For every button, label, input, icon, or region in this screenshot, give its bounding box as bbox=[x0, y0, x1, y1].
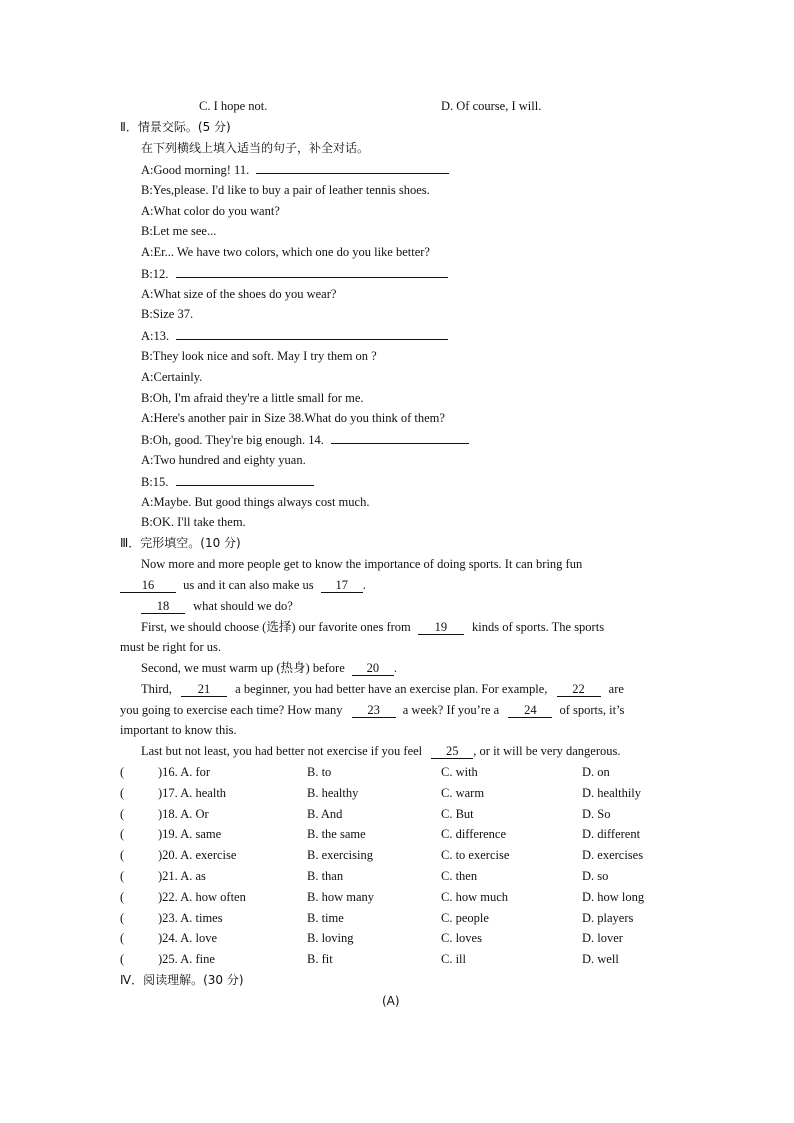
option-c[interactable]: C. how much bbox=[441, 889, 509, 904]
option-c[interactable]: C. to exercise bbox=[441, 848, 510, 863]
dialogue-line-1 bbox=[141, 161, 449, 178]
answer-bracket-open[interactable]: ( bbox=[120, 848, 125, 863]
option-c[interactable]: C. people bbox=[441, 910, 489, 925]
passage-text: First, we should choose (选择) our favorite ones from bbox=[141, 620, 411, 634]
passage-line-1: Now more and more people get to know the importance of doing sports. It can bring fun bbox=[141, 557, 583, 571]
section-4-heading: Ⅳ．阅读理解。(30 分) bbox=[120, 973, 244, 987]
passage-line-10 bbox=[141, 743, 620, 759]
question-row bbox=[120, 806, 680, 822]
option-b[interactable]: B. than bbox=[307, 869, 344, 883]
question-number-option-a[interactable]: )20. A. exercise bbox=[158, 848, 237, 863]
section-2-heading: Ⅱ．情景交际。(5 分) bbox=[120, 120, 231, 134]
cloze-blank-17[interactable]: 17 bbox=[321, 578, 363, 593]
passage-text: are bbox=[608, 682, 624, 696]
option-b[interactable]: B. loving bbox=[307, 931, 354, 946]
option-b[interactable]: B. how many bbox=[307, 889, 375, 904]
option-b[interactable]: B. the same bbox=[307, 827, 366, 842]
answer-bracket-open[interactable]: ( bbox=[120, 806, 125, 821]
dialogue-line-10: B:They look nice and soft. May I try them on ? bbox=[141, 349, 377, 363]
passage-text: of sports, it’s bbox=[559, 703, 625, 717]
dialogue-line-13: A:Here's another pair in Size 38.What do you think of them? bbox=[141, 411, 445, 425]
option-d[interactable]: D. lover bbox=[582, 931, 623, 946]
option-b[interactable]: B. fit bbox=[307, 952, 333, 967]
option-c[interactable]: C. But bbox=[441, 806, 474, 821]
question-row bbox=[120, 951, 680, 967]
passage-line-8 bbox=[120, 702, 624, 718]
dialogue-line-8: B:Size 37. bbox=[141, 307, 194, 321]
answer-bracket-open[interactable]: ( bbox=[120, 827, 125, 842]
dialogue-line-11: A:Certainly. bbox=[141, 370, 203, 384]
passage-line-3 bbox=[141, 598, 293, 614]
cloze-blank-19[interactable]: 19 bbox=[418, 620, 464, 635]
cloze-blank-16[interactable]: 16 bbox=[120, 578, 176, 593]
dialogue-line-17: A:Maybe. But good things always cost much. bbox=[141, 495, 370, 509]
cloze-blank-25[interactable]: 25 bbox=[431, 744, 473, 759]
answer-bracket-open[interactable]: ( bbox=[120, 785, 125, 800]
passage-text: Last but not least, you had better not exercise if you feel bbox=[141, 744, 423, 758]
answer-blank-12[interactable] bbox=[176, 265, 448, 278]
passage-text: . bbox=[362, 578, 366, 592]
answer-bracket-open[interactable]: ( bbox=[120, 931, 125, 946]
dialogue-line-6 bbox=[141, 265, 448, 282]
passage-text: you going to exercise each time? How many bbox=[120, 703, 343, 717]
dialogue-line-5: A:Er... We have two colors, which one do you like better? bbox=[141, 245, 430, 259]
option-d[interactable]: D. exercises bbox=[582, 848, 644, 863]
cloze-blank-22[interactable]: 22 bbox=[557, 682, 601, 697]
option-d[interactable]: D. well bbox=[582, 952, 619, 967]
passage-line-5: must be right for us. bbox=[120, 640, 222, 654]
passage-line-6 bbox=[141, 660, 397, 676]
option-d-prev: D. Of course, I will. bbox=[441, 99, 542, 113]
passage-text: a week? If you’re a bbox=[402, 703, 500, 717]
answer-blank-15[interactable] bbox=[176, 473, 314, 486]
dialogue-line-12: B:Oh, I'm afraid they're a little small for me. bbox=[141, 391, 364, 405]
option-d[interactable]: D. how long bbox=[582, 889, 645, 904]
answer-bracket-open[interactable]: ( bbox=[120, 952, 125, 967]
section-3-heading: Ⅲ．完形填空。(10 分) bbox=[120, 536, 241, 550]
passage-line-2 bbox=[120, 577, 366, 593]
question-row bbox=[120, 930, 680, 946]
option-c[interactable]: C. ill bbox=[441, 952, 467, 967]
question-number-option-a[interactable]: )24. A. love bbox=[158, 931, 218, 946]
dialogue-line-18: B:OK. I'll take them. bbox=[141, 515, 246, 529]
passage-text: . bbox=[393, 661, 398, 675]
option-c-prev: C. I hope not. bbox=[199, 99, 268, 113]
cloze-blank-24[interactable]: 24 bbox=[508, 703, 552, 718]
option-b[interactable]: B. to bbox=[307, 765, 332, 779]
option-c[interactable]: C. loves bbox=[441, 931, 482, 946]
question-number-option-a[interactable]: )21. A. as bbox=[158, 869, 206, 883]
option-d[interactable]: D. so bbox=[582, 869, 609, 883]
question-number-option-a[interactable]: )25. A. fine bbox=[158, 952, 215, 967]
dialogue-line-9 bbox=[141, 327, 448, 344]
passage-text: a beginner, you had better have an exercise plan. For example, bbox=[235, 682, 548, 696]
question-number-option-a[interactable]: )18. A. Or bbox=[158, 806, 209, 821]
question-row bbox=[120, 785, 680, 801]
passage-line-9: important to know this. bbox=[120, 723, 237, 737]
option-b[interactable]: B. time bbox=[307, 910, 344, 925]
passage-text: , or it will be very dangerous. bbox=[473, 744, 621, 758]
answer-bracket-open[interactable]: ( bbox=[120, 765, 125, 779]
question-number-option-a[interactable]: )23. A. times bbox=[158, 910, 223, 925]
option-b[interactable]: B. exercising bbox=[307, 848, 373, 863]
passage-text: what should we do? bbox=[193, 599, 293, 613]
answer-blank-14[interactable] bbox=[331, 431, 469, 444]
option-c[interactable]: C. then bbox=[441, 869, 478, 883]
question-row bbox=[120, 889, 680, 905]
question-number-option-a[interactable]: )19. A. same bbox=[158, 827, 222, 842]
option-c[interactable]: C. warm bbox=[441, 785, 485, 800]
answer-bracket-open[interactable]: ( bbox=[120, 889, 125, 904]
question-number-option-a[interactable]: )22. A. how often bbox=[158, 889, 246, 904]
dialogue-line-2: B:Yes,please. I'd like to buy a pair of leather tennis shoes. bbox=[141, 183, 430, 197]
answer-bracket-open[interactable]: ( bbox=[120, 910, 125, 925]
dialogue-line-4: B:Let me see... bbox=[141, 224, 217, 238]
question-row bbox=[120, 847, 680, 863]
cloze-blank-21[interactable]: 21 bbox=[181, 682, 227, 697]
question-number-option-a[interactable]: )16. A. for bbox=[158, 765, 211, 779]
dialogue-text: B:Oh, good. They're big enough. 14. bbox=[141, 433, 324, 447]
dialogue-line-7: A:What size of the shoes do you wear? bbox=[141, 287, 337, 301]
option-d[interactable]: D. healthily bbox=[582, 785, 642, 800]
option-d[interactable]: D. So bbox=[582, 806, 611, 821]
dialogue-text: B:12. bbox=[141, 267, 169, 281]
answer-bracket-open[interactable]: ( bbox=[120, 869, 125, 883]
question-row bbox=[120, 868, 680, 884]
option-d[interactable]: D. players bbox=[582, 910, 634, 925]
option-b[interactable]: B. And bbox=[307, 806, 343, 821]
dialogue-line-3: A:What color do you want? bbox=[141, 204, 280, 218]
question-row bbox=[120, 910, 680, 926]
passage-label: (A) bbox=[382, 994, 400, 1008]
passage-text: Second, we must warm up (热身) before bbox=[141, 661, 345, 675]
question-row bbox=[120, 764, 680, 780]
passage-line-4 bbox=[141, 619, 604, 635]
option-d[interactable]: D. different bbox=[582, 827, 641, 842]
passage-text: Third, bbox=[141, 682, 172, 696]
question-number-option-a[interactable]: )17. A. health bbox=[158, 785, 227, 800]
cloze-blank-18[interactable]: 18 bbox=[141, 599, 185, 614]
passage-line-7 bbox=[141, 681, 624, 697]
option-d[interactable]: D. on bbox=[582, 765, 610, 779]
dialogue-text: B:15. bbox=[141, 475, 169, 489]
section-2-instruction: 在下列横线上填入适当的句子，补全对话。 bbox=[141, 141, 370, 155]
cloze-blank-20[interactable]: 20 bbox=[352, 661, 394, 676]
question-row bbox=[120, 826, 680, 842]
dialogue-text: A:13. bbox=[141, 329, 170, 343]
cloze-blank-23[interactable]: 23 bbox=[352, 703, 396, 718]
dialogue-text: A:Good morning! 11. bbox=[141, 163, 250, 177]
option-c[interactable]: C. with bbox=[441, 765, 478, 779]
dialogue-line-15: A:Two hundred and eighty yuan. bbox=[141, 453, 306, 467]
answer-blank-11[interactable] bbox=[256, 161, 449, 174]
answer-blank-13[interactable] bbox=[176, 327, 448, 340]
dialogue-line-16 bbox=[141, 473, 314, 490]
passage-text: kinds of sports. The sports bbox=[472, 620, 605, 634]
passage-text: us and it can also make us bbox=[183, 578, 314, 592]
dialogue-line-14 bbox=[141, 431, 469, 448]
option-b[interactable]: B. healthy bbox=[307, 785, 359, 800]
option-c[interactable]: C. difference bbox=[441, 827, 507, 842]
